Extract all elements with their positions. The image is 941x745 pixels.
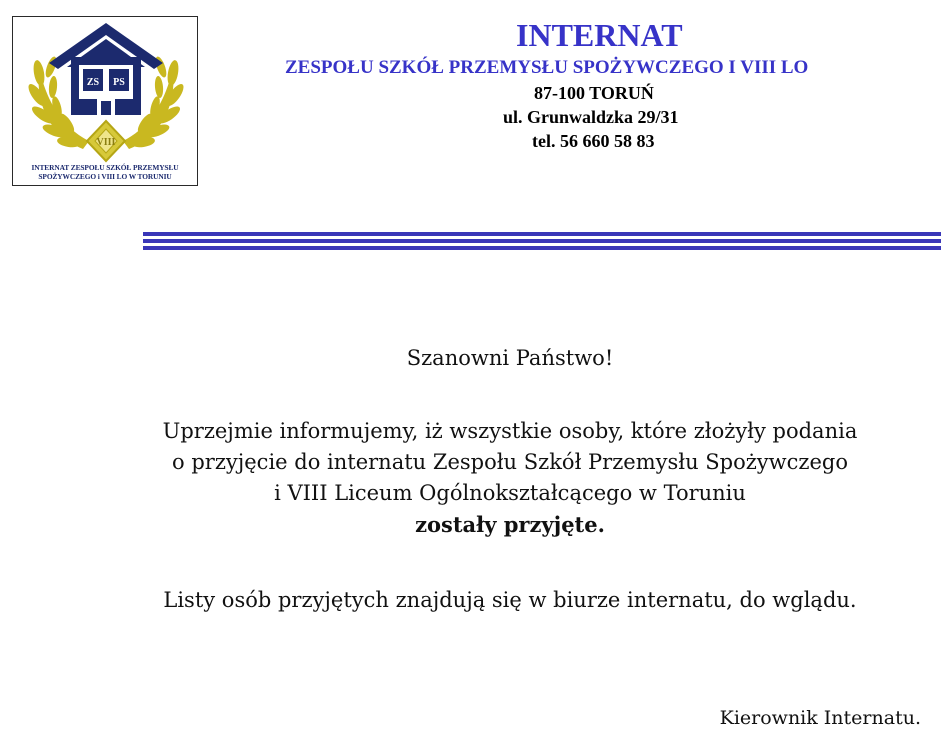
logo-numeral: VIII [96, 137, 116, 148]
letter-greeting: Szanowni Państwo! [406, 346, 614, 370]
logo-caption [15, 163, 195, 181]
divider-line [143, 246, 941, 250]
header-title: INTERNAT [516, 17, 683, 53]
letter-paragraph [0, 416, 941, 540]
divider-line [143, 232, 941, 236]
header-phone: tel. 56 660 58 83 [532, 131, 655, 151]
logo-caption-line: SPOŻYWCZEGO i VIII LO W TORUNIU [38, 172, 172, 181]
paragraph-line: Uprzejmie informujemy, iż wszystkie osoby, które złożyły podania [162, 419, 858, 443]
accepted-statement: zostały przyjęte. [415, 512, 605, 537]
header-subtitle: ZESPOŁU SZKÓŁ PRZEMYSŁU SPOŻYWCZEGO I VIII LO [285, 57, 809, 78]
header-street-address: ul. Grunwaldzka 29/31 [503, 107, 679, 127]
logo-badge-left: ZS [86, 77, 100, 88]
logo-badge-right: PS [113, 77, 125, 88]
paragraph-line: i VIII Liceum Ogólnokształcącego w Toruniu [274, 481, 746, 505]
logo-caption-line: INTERNAT ZESPOŁU SZKÓŁ PRZEMYSŁU [31, 163, 179, 172]
school-logo [12, 16, 198, 186]
header-divider [143, 232, 941, 253]
school-crest-icon [13, 17, 199, 187]
lists-note: Listy osób przyjętych znajdują się w biurze internatu, do wglądu. [163, 588, 857, 612]
paragraph-line: o przyjęcie do internatu Zespołu Szkół Przemysłu Spożywczego [172, 450, 848, 474]
header-postal-code: 87-100 TORUŃ [534, 83, 654, 103]
signature: Kierownik Internatu. [719, 707, 921, 729]
divider-line [143, 239, 941, 243]
